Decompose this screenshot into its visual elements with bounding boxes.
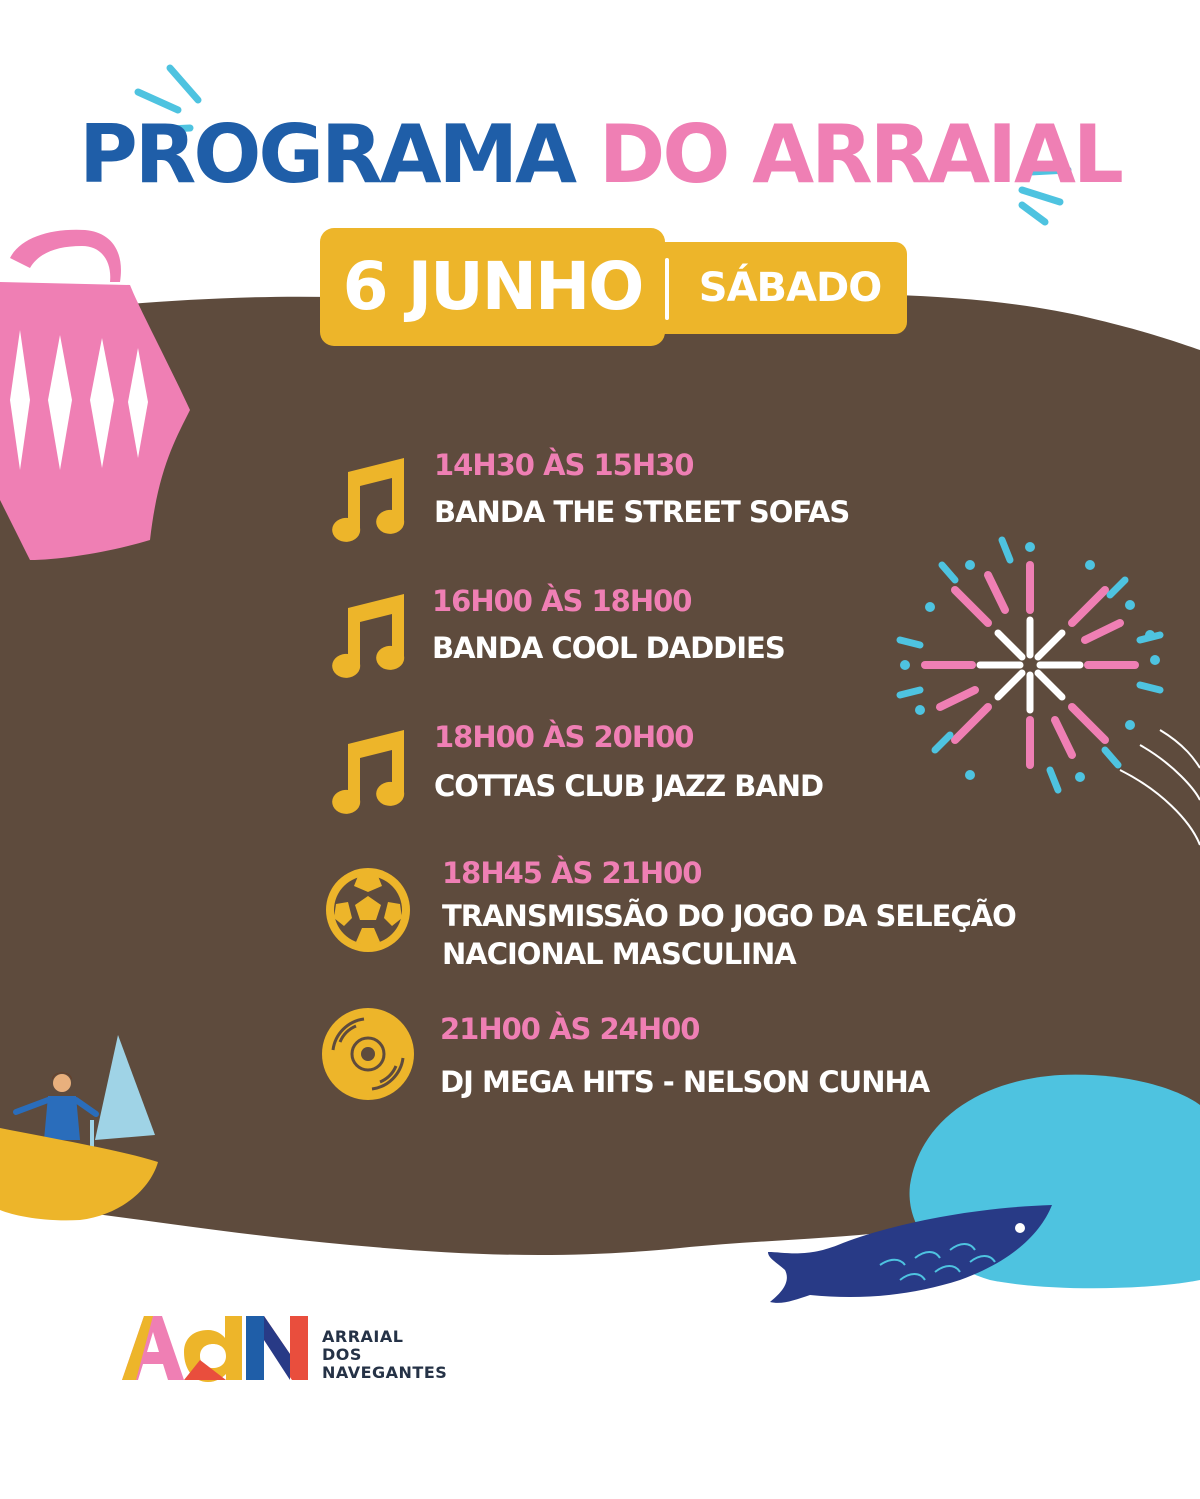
event-name: BANDA COOL DADDIES: [432, 631, 785, 665]
event-time: 18H45 ÀS 21H00: [442, 856, 702, 890]
event-time: 18H00 ÀS 20H00: [434, 720, 694, 754]
date-badge: 6 JUNHO: [320, 228, 665, 346]
event-name: BANDA THE STREET SOFAS: [434, 495, 850, 529]
event-name-line-2: NACIONAL MASCULINA: [442, 937, 796, 971]
event-name: TRANSMISSÃO DO JOGO DA SELEÇÃO: [442, 899, 1016, 933]
event-name: DJ MEGA HITS - NELSON CUNHA: [440, 1065, 930, 1099]
weekday-label: SÁBADO: [698, 265, 882, 311]
adn-logo: [122, 1312, 312, 1384]
logo-line-3: NAVEGANTES: [322, 1363, 448, 1382]
title-part-2: DO ARRAIAL: [598, 108, 1121, 201]
event-time: 21H00 ÀS 24H00: [440, 1012, 700, 1046]
event-name: COTTAS CLUB JAZZ BAND: [434, 769, 824, 803]
logo-text: [322, 1328, 447, 1382]
title-part-1: PROGRAMA: [79, 108, 575, 201]
event-time: 16H00 ÀS 18H00: [432, 584, 692, 618]
event-time: 14H30 ÀS 15H30: [434, 448, 694, 482]
logo-line-1: ARRAIAL: [322, 1327, 404, 1346]
logo-line-2: DOS: [322, 1345, 362, 1364]
